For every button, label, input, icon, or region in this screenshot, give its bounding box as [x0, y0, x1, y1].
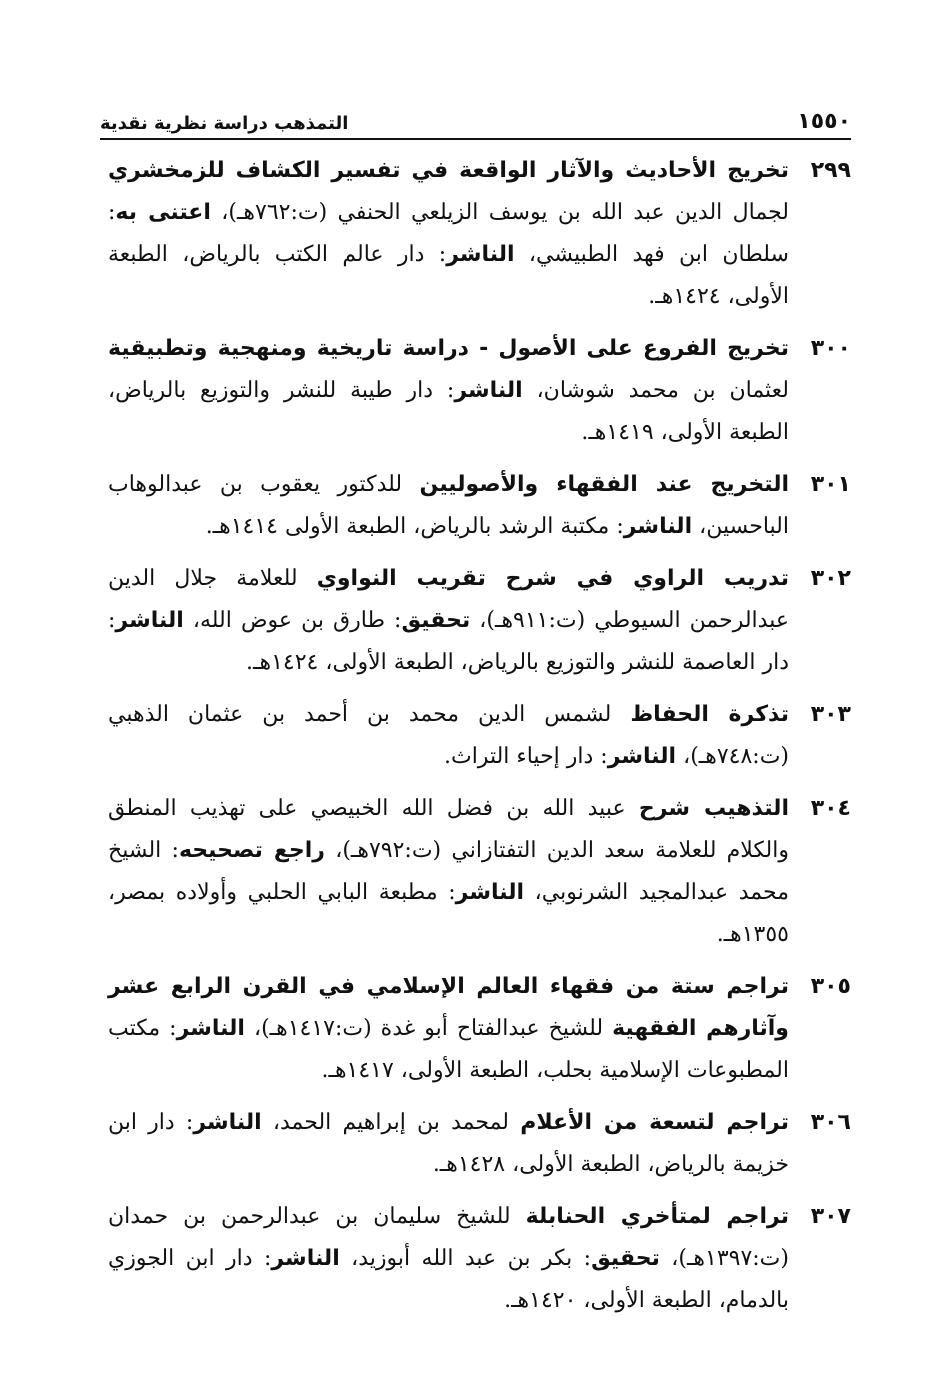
entry-segment: : دار العاصمة للنشر والتوزيع بالرياض، الطبعة الأولى، ١٤٢٤هـ. — [108, 608, 789, 675]
entry-number: ٣٠٥ — [810, 974, 851, 999]
entry-keyword: الناشر — [176, 1016, 245, 1041]
entry-title: تخريج الفروع على الأصول - دراسة تاريخية ومنهجية وتطبيقية — [108, 336, 789, 361]
entry-title: تخريج الأحاديث والآثار الواقعة في تفسير الكشاف للزمخشري — [108, 158, 789, 183]
entry-title: تراجم لمتأخري الحنابلة — [525, 1204, 789, 1229]
bibliography-entry — [108, 328, 851, 454]
entry-text — [108, 328, 789, 454]
entry-number: ٣٠١ — [810, 472, 851, 497]
entry-segment: : سلطان ابن فهد الطبيشي، — [108, 200, 789, 267]
entry-text — [108, 788, 789, 956]
entry-segment: : بكر بن عبد الله أبوزيد، — [339, 1246, 592, 1271]
entry-number: ٣٠٤ — [810, 796, 851, 821]
entry-text — [108, 464, 789, 548]
entry-segment: لشمس الدين محمد بن أحمد بن عثمان الذهبي (ت:٧٤٨هـ)، — [108, 702, 789, 769]
entry-segment: : مكتب المطبوعات الإسلامية بحلب، الطبعة الأولى، ١٤١٧هـ. — [108, 1016, 789, 1083]
entry-segment: للدكتور يعقوب بن عبدالوهاب الباحسين، — [108, 472, 789, 539]
entry-title: تدريب الراوي في شرح تقريب النواوي — [316, 566, 789, 591]
entry-segment: لمحمد بن إبراهيم الحمد، — [261, 1110, 521, 1135]
bibliography-entry — [108, 788, 851, 956]
entry-text — [108, 150, 789, 318]
entry-keyword: تحقيق — [591, 1246, 660, 1271]
entry-segment: لعثمان بن محمد شوشان، — [522, 378, 789, 403]
bibliography-entry — [108, 464, 851, 548]
entry-segment: : دار ابن الجوزي بالدمام، الطبعة الأولى، ١٤٢٠هـ. — [108, 1246, 789, 1313]
bibliography-entry — [108, 1196, 851, 1322]
entry-number: ٣٠٢ — [810, 566, 851, 591]
entry-title: التذهيب شرح — [638, 796, 789, 821]
entry-text — [108, 1102, 789, 1186]
bibliography-entry — [108, 558, 851, 684]
entry-keyword: الناشر — [623, 514, 693, 539]
entry-number: ٢٩٩ — [810, 158, 851, 183]
entry-segment: : دار عالم الكتب بالرياض، الطبعة الأولى، ١٤٢٤هـ. — [108, 242, 789, 309]
entry-number: ٣٠٣ — [810, 702, 851, 727]
bibliography-entry — [108, 1102, 851, 1186]
entry-text — [108, 1196, 789, 1322]
bibliography-entry — [108, 694, 851, 778]
bibliography-list — [108, 150, 851, 1332]
entry-number: ٣٠٠ — [810, 336, 851, 361]
page-number: ١٥٥٠ — [797, 109, 851, 134]
entry-text — [108, 966, 789, 1092]
entry-segment: للعلامة جلال الدين عبدالرحمن السيوطي (ت:٩١١هـ)، — [108, 566, 789, 633]
entry-keyword: الناشر — [446, 242, 515, 267]
entry-keyword: تحقيق — [401, 608, 471, 633]
entry-segment: : دار إحياء التراث. — [443, 744, 608, 769]
entry-segment: : دار طيبة للنشر والتوزيع بالرياض، الطبعة الأولى، ١٤١٩هـ. — [108, 378, 789, 445]
entry-segment: للشيخ سليمان بن عبدالرحمن بن حمدان (ت:١٣٩٧هـ)، — [108, 1204, 789, 1271]
entry-segment: : مكتبة الرشد بالرياض، الطبعة الأولى ١٤١٤هـ. — [205, 514, 624, 539]
entry-text — [108, 694, 789, 778]
entry-number: ٣٠٧ — [810, 1204, 851, 1229]
entry-keyword: الناشر — [193, 1110, 262, 1135]
entry-title: تذكرة الحفاظ — [630, 702, 789, 727]
entry-keyword: الناشر — [455, 880, 525, 905]
entry-segment: عبيد الله بن فضل الله الخبيصي على تهذيب المنطق والكلام للعلامة سعد الدين التفتازاني (ت:٧٩٢هـ)، — [108, 796, 789, 863]
entry-keyword: الناشر — [607, 744, 677, 769]
page-header — [100, 100, 851, 140]
entry-segment: : دار ابن خزيمة بالرياض، الطبعة الأولى، ١٤٢٨هـ. — [108, 1110, 789, 1177]
entry-keyword: الناشر — [454, 378, 523, 403]
entry-title: تراجم ستة من فقهاء العالم الإسلامي في القرن الرابع عشر وآثارهم الفقهية — [108, 974, 789, 1041]
bibliography-entry — [108, 966, 851, 1092]
entry-segment: : مطبعة البابي الحلبي وأولاده بمصر، ١٣٥٥هـ. — [108, 880, 789, 947]
entry-text — [108, 558, 789, 684]
entry-number: ٣٠٦ — [810, 1110, 851, 1135]
running-title: التمذهب دراسة نظرية نقدية — [100, 113, 349, 134]
entry-keyword: الناشر — [115, 608, 184, 633]
entry-title: التخريج عند الفقهاء والأصوليين — [419, 472, 789, 497]
bibliography-entry — [108, 150, 851, 318]
entry-keyword: الناشر — [271, 1246, 340, 1271]
entry-segment: للشيخ عبدالفتاح أبو غدة (ت:١٤١٧هـ)، — [244, 1016, 613, 1041]
entry-keyword: اعتنى به — [115, 200, 211, 225]
entry-segment: لجمال الدين عبد الله بن يوسف الزيلعي الحنفي (ت:٧٦٢هـ)، — [210, 200, 789, 225]
entry-keyword: راجع تصحيحه — [178, 838, 325, 863]
entry-title: تراجم لتسعة من الأعلام — [520, 1110, 789, 1135]
entry-segment: : طارق بن عوض الله، — [183, 608, 402, 633]
entry-segment: : الشيخ محمد عبدالمجيد الشرنوبي، — [108, 838, 789, 905]
